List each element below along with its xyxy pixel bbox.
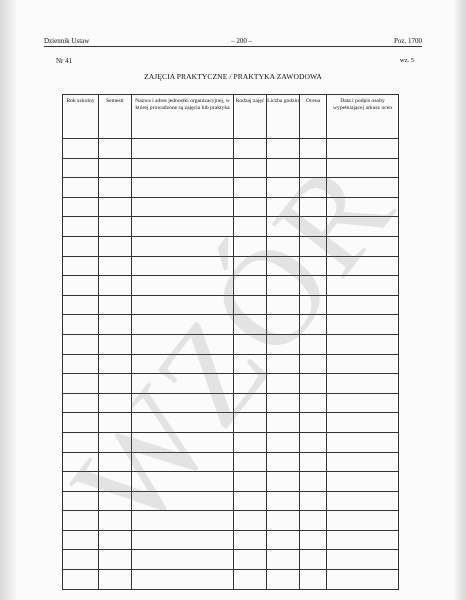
table-cell[interactable] bbox=[267, 452, 300, 472]
table-cell[interactable] bbox=[267, 530, 300, 550]
table-cell[interactable] bbox=[267, 197, 300, 217]
table-cell[interactable] bbox=[63, 354, 99, 374]
table-cell[interactable] bbox=[234, 276, 267, 296]
table-row bbox=[63, 197, 399, 217]
table-cell[interactable] bbox=[63, 236, 99, 256]
table-cell[interactable] bbox=[300, 570, 327, 590]
table-row bbox=[63, 511, 399, 531]
table-cell[interactable] bbox=[234, 511, 267, 531]
table-cell[interactable] bbox=[300, 236, 327, 256]
table-cell[interactable] bbox=[267, 432, 300, 452]
table-cell[interactable] bbox=[300, 354, 327, 374]
table-cell[interactable] bbox=[99, 550, 132, 570]
table-cell[interactable] bbox=[132, 139, 234, 159]
table-cell[interactable] bbox=[99, 432, 132, 452]
table-cell[interactable] bbox=[99, 334, 132, 354]
column-header-activity-type: Rodzaj zajęć bbox=[234, 95, 267, 139]
table-row bbox=[63, 374, 399, 394]
table-cell[interactable] bbox=[99, 217, 132, 237]
table-cell[interactable] bbox=[234, 491, 267, 511]
table-cell[interactable] bbox=[300, 452, 327, 472]
table-cell[interactable] bbox=[99, 256, 132, 276]
table-cell[interactable] bbox=[267, 413, 300, 433]
table-cell[interactable] bbox=[234, 217, 267, 237]
table-cell[interactable] bbox=[132, 393, 234, 413]
table-cell[interactable] bbox=[63, 178, 99, 198]
table-cell[interactable] bbox=[99, 570, 132, 590]
table-cell[interactable] bbox=[63, 315, 99, 335]
table-cell[interactable] bbox=[99, 413, 132, 433]
table-cell[interactable] bbox=[234, 530, 267, 550]
table-cell[interactable] bbox=[234, 374, 267, 394]
table-cell[interactable] bbox=[132, 217, 234, 237]
table-cell[interactable] bbox=[327, 295, 399, 315]
table-row bbox=[63, 334, 399, 354]
table-cell[interactable] bbox=[327, 374, 399, 394]
table-cell[interactable] bbox=[63, 570, 99, 590]
table-cell[interactable] bbox=[267, 354, 300, 374]
table-row bbox=[63, 217, 399, 237]
table-cell[interactable] bbox=[132, 491, 234, 511]
page-header bbox=[44, 33, 422, 45]
table-cell[interactable] bbox=[267, 217, 300, 237]
table-cell[interactable] bbox=[234, 139, 267, 159]
table-row bbox=[63, 452, 399, 472]
table-cell[interactable] bbox=[234, 472, 267, 492]
table-cell[interactable] bbox=[327, 472, 399, 492]
column-header-school-year: Rok szkolny bbox=[63, 95, 99, 139]
header-position: Poz. 1700 bbox=[393, 37, 422, 45]
table-cell[interactable] bbox=[300, 472, 327, 492]
table-cell[interactable] bbox=[327, 236, 399, 256]
table-cell[interactable] bbox=[132, 550, 234, 570]
table-cell[interactable] bbox=[99, 452, 132, 472]
table-header-row bbox=[63, 95, 399, 139]
table-cell[interactable] bbox=[132, 334, 234, 354]
table-cell[interactable] bbox=[132, 452, 234, 472]
table-row bbox=[63, 530, 399, 550]
table-cell[interactable] bbox=[132, 354, 234, 374]
table-cell[interactable] bbox=[234, 413, 267, 433]
table-cell[interactable] bbox=[300, 530, 327, 550]
table-cell[interactable] bbox=[327, 256, 399, 276]
header-journal-name: Dziennik Ustaw bbox=[44, 37, 90, 45]
table-cell[interactable] bbox=[99, 354, 132, 374]
table-cell[interactable] bbox=[300, 393, 327, 413]
table-cell[interactable] bbox=[327, 511, 399, 531]
table-cell[interactable] bbox=[300, 511, 327, 531]
table-cell[interactable] bbox=[300, 256, 327, 276]
table-cell[interactable] bbox=[63, 197, 99, 217]
table-cell[interactable] bbox=[267, 374, 300, 394]
table-cell[interactable] bbox=[267, 570, 300, 590]
table-cell[interactable] bbox=[132, 374, 234, 394]
table-cell[interactable] bbox=[267, 315, 300, 335]
table-cell[interactable] bbox=[132, 197, 234, 217]
table-cell[interactable] bbox=[99, 511, 132, 531]
header-page-number: – 200 – bbox=[231, 37, 253, 45]
table-row bbox=[63, 236, 399, 256]
table-cell[interactable] bbox=[63, 472, 99, 492]
table-cell[interactable] bbox=[234, 432, 267, 452]
table-cell[interactable] bbox=[132, 178, 234, 198]
table-cell[interactable] bbox=[63, 432, 99, 452]
table-cell[interactable] bbox=[234, 236, 267, 256]
table-cell[interactable] bbox=[63, 511, 99, 531]
page-shadow-left bbox=[0, 0, 16, 600]
table-cell[interactable] bbox=[99, 530, 132, 550]
table-cell[interactable] bbox=[327, 276, 399, 296]
table-cell[interactable] bbox=[63, 413, 99, 433]
table-cell[interactable] bbox=[267, 256, 300, 276]
table-cell[interactable] bbox=[267, 511, 300, 531]
table-cell[interactable] bbox=[234, 256, 267, 276]
table-cell[interactable] bbox=[327, 197, 399, 217]
table-cell[interactable] bbox=[300, 295, 327, 315]
table-row bbox=[63, 354, 399, 374]
table-cell[interactable] bbox=[63, 158, 99, 178]
table-cell[interactable] bbox=[234, 178, 267, 198]
table-cell[interactable] bbox=[234, 354, 267, 374]
table-cell[interactable] bbox=[327, 217, 399, 237]
table-cell[interactable] bbox=[234, 452, 267, 472]
table-cell[interactable] bbox=[132, 472, 234, 492]
table-cell[interactable] bbox=[99, 472, 132, 492]
table-cell[interactable] bbox=[63, 491, 99, 511]
table-row bbox=[63, 393, 399, 413]
table-cell[interactable] bbox=[267, 276, 300, 296]
table-row bbox=[63, 315, 399, 335]
table-cell[interactable] bbox=[300, 139, 327, 159]
table-cell[interactable] bbox=[327, 139, 399, 159]
table-cell[interactable] bbox=[63, 452, 99, 472]
table-cell[interactable] bbox=[300, 550, 327, 570]
table-cell[interactable] bbox=[300, 315, 327, 335]
form-title: ZAJĘCIA PRAKTYCZNE / PRAKTYKA ZAWODOWA bbox=[144, 72, 322, 81]
table-cell[interactable] bbox=[300, 374, 327, 394]
table-row bbox=[63, 570, 399, 590]
page-shadow-right bbox=[454, 0, 466, 600]
table-cell[interactable] bbox=[267, 393, 300, 413]
table-cell[interactable] bbox=[327, 315, 399, 335]
table-cell[interactable] bbox=[300, 158, 327, 178]
table-cell[interactable] bbox=[267, 334, 300, 354]
header-rule bbox=[44, 46, 422, 47]
table-cell[interactable] bbox=[300, 413, 327, 433]
table-cell[interactable] bbox=[63, 550, 99, 570]
table-cell[interactable] bbox=[327, 178, 399, 198]
table-cell[interactable] bbox=[234, 334, 267, 354]
table-row bbox=[63, 158, 399, 178]
table-cell[interactable] bbox=[327, 413, 399, 433]
table-cell[interactable] bbox=[327, 393, 399, 413]
table-cell[interactable] bbox=[132, 530, 234, 550]
column-header-hours: Liczba godzin bbox=[267, 95, 300, 139]
table-cell[interactable] bbox=[99, 158, 132, 178]
table-cell[interactable] bbox=[234, 197, 267, 217]
table-cell[interactable] bbox=[63, 530, 99, 550]
table-cell[interactable] bbox=[132, 511, 234, 531]
table-body bbox=[63, 139, 399, 590]
table-row bbox=[63, 472, 399, 492]
table-row bbox=[63, 178, 399, 198]
table-cell[interactable] bbox=[267, 178, 300, 198]
form-number: Nr 41 bbox=[56, 57, 73, 65]
table-cell[interactable] bbox=[234, 570, 267, 590]
column-header-unit-name-address: Nazwa i adres jednostki organizacyjnej, w której prowadzone są zajęcia lub praktyka bbox=[132, 95, 234, 139]
table-cell[interactable] bbox=[63, 393, 99, 413]
table-cell[interactable] bbox=[99, 393, 132, 413]
table-cell[interactable] bbox=[300, 334, 327, 354]
table-cell[interactable] bbox=[63, 217, 99, 237]
table-row bbox=[63, 432, 399, 452]
table-cell[interactable] bbox=[327, 158, 399, 178]
table-cell[interactable] bbox=[327, 452, 399, 472]
table-cell[interactable] bbox=[300, 432, 327, 452]
table-cell[interactable] bbox=[99, 315, 132, 335]
table-cell[interactable] bbox=[63, 256, 99, 276]
table-cell[interactable] bbox=[132, 158, 234, 178]
table-cell[interactable] bbox=[327, 491, 399, 511]
table-cell[interactable] bbox=[234, 295, 267, 315]
table-cell[interactable] bbox=[99, 491, 132, 511]
table-cell[interactable] bbox=[327, 432, 399, 452]
table-cell[interactable] bbox=[63, 295, 99, 315]
table-cell[interactable] bbox=[99, 236, 132, 256]
practice-table bbox=[62, 94, 399, 590]
table-cell[interactable] bbox=[300, 217, 327, 237]
table-cell[interactable] bbox=[99, 178, 132, 198]
table-cell[interactable] bbox=[63, 139, 99, 159]
table-cell[interactable] bbox=[327, 354, 399, 374]
table-cell[interactable] bbox=[99, 374, 132, 394]
table-cell[interactable] bbox=[99, 276, 132, 296]
table-cell[interactable] bbox=[327, 570, 399, 590]
table-cell[interactable] bbox=[132, 570, 234, 590]
table-cell[interactable] bbox=[267, 139, 300, 159]
table-cell[interactable] bbox=[267, 491, 300, 511]
table-cell[interactable] bbox=[234, 158, 267, 178]
table-row bbox=[63, 550, 399, 570]
table-cell[interactable] bbox=[132, 432, 234, 452]
table-row bbox=[63, 491, 399, 511]
table-row bbox=[63, 256, 399, 276]
table-row bbox=[63, 413, 399, 433]
table-cell[interactable] bbox=[267, 158, 300, 178]
column-header-semester: Semestr bbox=[99, 95, 132, 139]
table-cell[interactable] bbox=[132, 315, 234, 335]
table-cell[interactable] bbox=[300, 178, 327, 198]
table-row bbox=[63, 276, 399, 296]
table-cell[interactable] bbox=[327, 530, 399, 550]
table-cell[interactable] bbox=[63, 276, 99, 296]
table-cell[interactable] bbox=[300, 197, 327, 217]
table-cell[interactable] bbox=[267, 295, 300, 315]
table-cell[interactable] bbox=[63, 334, 99, 354]
table-cell[interactable] bbox=[132, 256, 234, 276]
table-cell[interactable] bbox=[267, 236, 300, 256]
table-cell[interactable] bbox=[132, 295, 234, 315]
table-cell[interactable] bbox=[234, 393, 267, 413]
form-template-id: wz. 5 bbox=[399, 57, 414, 64]
table-cell[interactable] bbox=[300, 491, 327, 511]
table-cell[interactable] bbox=[99, 197, 132, 217]
table-row bbox=[63, 295, 399, 315]
table-cell[interactable] bbox=[234, 550, 267, 570]
watermark-text: WZÓR bbox=[42, 131, 424, 559]
table-cell[interactable] bbox=[234, 315, 267, 335]
table-cell[interactable] bbox=[132, 276, 234, 296]
table-cell[interactable] bbox=[327, 334, 399, 354]
table-cell[interactable] bbox=[132, 413, 234, 433]
table-row bbox=[63, 139, 399, 159]
table-cell[interactable] bbox=[300, 276, 327, 296]
table-cell[interactable] bbox=[267, 472, 300, 492]
table-cell[interactable] bbox=[327, 550, 399, 570]
table-cell[interactable] bbox=[99, 295, 132, 315]
table-cell[interactable] bbox=[99, 139, 132, 159]
column-header-grade: Ocena bbox=[300, 95, 327, 139]
table-cell[interactable] bbox=[63, 374, 99, 394]
column-header-date-signature: Data i podpis osoby wypełniającej arkusz ocen bbox=[327, 95, 399, 139]
table-cell[interactable] bbox=[267, 550, 300, 570]
table-cell[interactable] bbox=[132, 236, 234, 256]
